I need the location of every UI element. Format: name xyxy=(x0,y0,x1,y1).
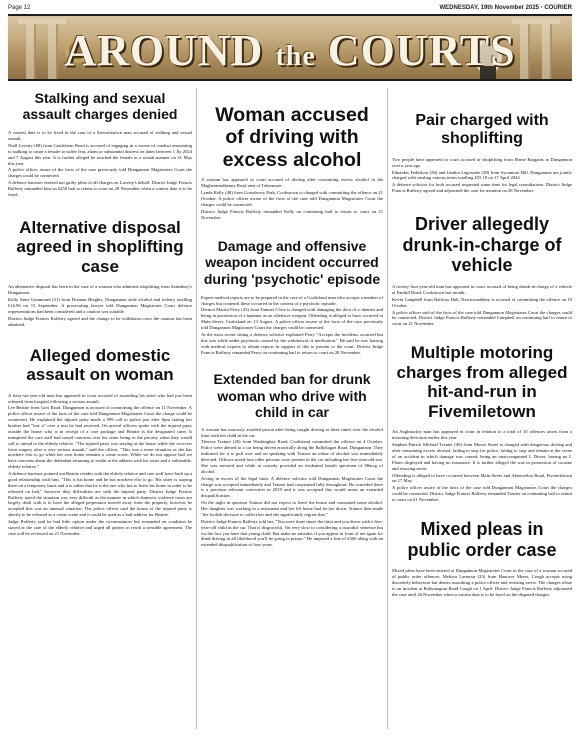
paragraph: Two people have appeared in court accused of shoplifting from Home Bargains in Dungannon over a year ago. xyxy=(392,156,572,168)
headline: Alleged domestic assault on woman xyxy=(26,345,174,385)
paragraph: A defence barrister pointed out Beattie resides with the elderly relative and care staff have built up a good relationship with him. "This is his home and he has nowhere else to go. His sister is staying there on a temporary basis and it is rather that he is the one who has to leave his home in order to be released on bail," however they difficulties are with the injured party. District Judge Francis Rafferty noted the situation was very difficult as the manner in which domestic violence cases are largely dealt with is to have the alleged perpetrator moved away from the property, however he accepted this was an unusual situation. The police officer said the house of the injured party is shortly to be released as a crime scene and it could be used as a bail address for Beattie. xyxy=(8,471,192,518)
paragraph: Mixed pleas have been entered at Dungannon Magistrates Court in the case of a woman accused of public order offences. Melissa Larmour (23) from Hanover Meres, Cough accepts using disorderly behaviour but denies assaulting a police officer and resisting arrest. The charges relate to an incident at Ballymagran Road Cough on 1 April. District Judge Francis Rafferty adjourned the case until 26 November when a contest date is to be fixed on the disputed charges. xyxy=(392,568,572,597)
paragraph: Niall Laverty (68) from Castlefarm Road is accused of engaging in a course of conduct amounting to stalking to cause a female to suffer fear, alarm or substantial distress on dates between 1 Jly 2024 and 7 August this year. It is further alleged he touched the female in a sexual manner on 31 May this year. xyxy=(8,142,192,166)
paragraph: Acting in excess of the legal limit. A defence solicitor told Dungannon Magistrates Court the charge was accepted immediately and Trainor had cooperated fully throughout. He conceded there is a previous relevant conviction in 2019 and it was accepted this would mean an extended disqualification. xyxy=(201,475,383,499)
paragraph: A forty-six-year-old man has appeared in court accused of assaulting his sister who had just been released from hospital following a serious assault. xyxy=(8,392,192,404)
paragraph: District Judge Francis Rafferty agreed and the change to be withdrawn once the caution has been admitted. xyxy=(8,315,192,327)
article-stalking xyxy=(8,88,192,198)
paragraph: Dermot Martin Perry (43) from Tamnet Close is charged with damaging the door of a chemist and being in possession of a hammer as an offensive weapon. Offending is alleged to have occurred at Main Street, Coalisland on 13 August. A police officer aware of the facts of the case previously told Dungannon Magistrates Court the charges could be connected. xyxy=(201,307,383,331)
headline: Driver allegedly drunk-in-charge of vehicle xyxy=(402,214,562,276)
column-divider xyxy=(387,88,388,729)
column-right xyxy=(392,88,572,731)
article-motoring xyxy=(392,333,572,503)
page-header-line xyxy=(8,2,572,14)
paragraph: A contest date is to be fixed in the case of a Stewartstown man accused of stalking and sexual assault. xyxy=(8,130,192,142)
headline: Pair charged with shoplifting xyxy=(415,112,549,148)
paragraph: Kevin Campbell from Railway Halt, Newtownabbey is accused of committing the offence on 19 October. xyxy=(392,296,572,308)
article-disposal xyxy=(8,204,192,328)
paragraph: District Judge Francis Rafferty remanded Kelly on continuing bail to return to court on 21 November. xyxy=(201,208,383,220)
headline: Stalking and sexual assault charges denied xyxy=(22,90,178,123)
paragraph: An alternative disposal has been in the case of a woman who admitted shoplifting from Sainsbury's Dungannon. xyxy=(8,284,192,296)
paragraph: Judge Rafferty said he had little option under the circumstances but remanded on condition he stayed at the care of the elderly relative and urged all parties to reach a sensible agreement. The case will be reviewed on 21 November. xyxy=(8,519,192,536)
banner-title-part2: the xyxy=(275,41,316,72)
article-pleas xyxy=(392,509,572,598)
paragraph: Lynda Kelly (48) from Gortalowry Park, Cookstown is charged with committing the offence on 21 October. A police officer aware of the facts of the case told Dungannon Magistrates Court the charges could be connected. xyxy=(201,190,383,207)
page-number: Page 12 xyxy=(8,5,31,11)
paragraph: Lee Beattie from Gort Road, Dungannon is accused of committing the offence on 11 November. A police officer aware of the facts of the case told Dungannon Magistrates Court the charge could be connected. He explained the injured party made a 999 call to police just after 6pm stating her brother had "lost it" over a text he had received. On arrival officers spoke with the injured party outside the house who is in receipt of a care package and Beattie is the designated carer. It transpired the care staff had raised concerns over his sister being in the priority when they would call to attend to the elderly relative. "The injured party was staying at the house while she recovers from surgery after a very serious assault," said the officer. "This was a tense situation as she has nowhere else to go while her own home remains a crime scene. While we do not oppose bail we have concerns about the defendant returning to reside at the address with his sister and a vulnerable, elderly relative." xyxy=(8,405,192,470)
paragraph: Expert medical reports are to be prepared in the case of a Coalisland man who accepts a number of charges but contends these occurred in the context of a psychotic episode. xyxy=(201,294,383,306)
section-banner xyxy=(8,14,572,81)
paragraph: A police officer aware of the facts of the case previously told Dungannon Magistrates Court the charges could be connected. xyxy=(8,167,192,179)
paragraph: Theresa Trainor (46) from Washingbay Road, Coalisland committed the offence on 4 October. Police were alerted to a car being driven erratically along the Ballyhagan Road, Dungannon. They indicated for it to pull over and on speaking with Trainor an odour of alcohol was immediately detected. Officers noted four other persons were present in the car including her five-year-old son. She was arrested and while in custody provided an evidential breath specimen of 98mcg of alcohol. xyxy=(201,439,383,474)
paragraph: A woman has appeared in court accused of driving after consuming excess alcohol in the Magheramulkenny Road area of Tobermore. xyxy=(201,177,383,189)
banner-title-part3: COURTS xyxy=(315,26,516,75)
headline: Woman accused of driving with excess alcohol xyxy=(215,104,369,171)
paragraph: Kelly Anne Gammond (31) from Donnan Heights, Dungannon stole alcohol and toiletry totalling £16.96 on 15 September. A prosecuting lawyer told Dungannon Magistrates Court defence representations had been considered and a caution was suitable. xyxy=(8,297,192,314)
paragraph: At the most recent sitting a defence solicitor explained Perry "Accepts the incidents occurred but this was while under psychosis caused by the withdrawal of medication." He said he was liaising with medical experts to obtain reports in support of this to present to the court. District Judge Francis Rafferty remanded Perry on continuing bail to return to court on 28 November. xyxy=(201,331,383,355)
paragraph: A woman has narrowly avoided prison after being caught driving at three times over the alcohol limit with her child in the car. xyxy=(201,426,383,438)
headline: Extended ban for drunk woman who drive with child in car xyxy=(213,371,371,420)
paragraph: A twenty-four-year-old man has appeared in court accused of being drunk-in-charge of a vehicle at Fairhill Road, Cookstown last month. xyxy=(392,284,572,295)
article-ban xyxy=(201,361,383,548)
article-weapon xyxy=(201,226,383,355)
paragraph: District Judge Francis Rafferty told her, "You were three times the limit and you drove with a five-year-old child in the car. That is disgraceful. I'm very slow to considering a custodial sentence but for the fact you have that young child. But make no mistake, if you appear in front of me again for drink driving in all likelihood you'll be going to prison." He imposed a fine of £300 along with an extended disqualification of four years. xyxy=(201,518,383,548)
headline: Damage and offensive weapon incident occurred during 'psychotic' episode xyxy=(203,238,381,287)
banner-title xyxy=(8,25,572,76)
headline: Mixed pleas in public order case xyxy=(407,518,557,560)
column-middle xyxy=(201,88,383,731)
paragraph: Stephen Patrick Michael Trenier (40) from Moore Street is charged with dangerous driving and after consuming excess alcohol, failing to stop for police, failing to stop and remain at the scene of an accident in which damage was caused, being an unaccompanied L Driver, having no L Plates displayed and having no insurance. It is further alleged the was in possession of cocaine and resisting arrest. xyxy=(392,442,572,471)
issue-date: WEDNESDAY, 19th November 2025 - COURIER xyxy=(439,5,572,11)
paragraph: Offending is alleged to have occurred between Main Street and Ahenorebia Road, Fivemiletown on 17 May. xyxy=(392,472,572,484)
paragraph: An Aughnacloy man has appeared in court in relation to a total of 10 offences arises from a motoring detection earlier this year. xyxy=(392,429,572,441)
column-left xyxy=(8,88,192,731)
paragraph: A defence barrister entered not guilty pleas to all charges on Laverty's behalf. District Judge Francis Rafferty remanded him on £250 bail to return to court on 28 November when a contest date is to be fixed. xyxy=(8,180,192,197)
paragraph: A defence solicitor for both accused requested some time for legal consultations. District Judge Francis Rafferty agreed and adjourned the case for mention on 28 November. xyxy=(392,182,572,194)
article-domestic xyxy=(8,334,192,537)
headline: Alternative disposal agreed in shoplifting case xyxy=(16,217,184,276)
paragraph: Eduardas Fedklivas (56) and Jandira Legostene (50) from Sycamore Hill, Dungannon are jointly charged with stealing various items totalling £55.19 on 17 April 2024. xyxy=(392,169,572,181)
banner-title-part1: AROUND xyxy=(64,26,276,75)
headline: Multiple motoring charges from alleged hit-and-run in Fivemiletown xyxy=(396,343,568,421)
article-pair xyxy=(392,88,572,194)
paragraph: A police officer aware of the facts of the case told Dungannon Magistrates Court the charges could be connected. District Judge Francis Rafferty remanded Trenier on continuing bail to return to court on 21 November. xyxy=(392,485,572,503)
paragraph: On the night in question Trainor did not expect to leave the house and consumed some alcohol. Her daughter was working in a restaurant and her lift home had let her down. Trainor then made "the foolish decision to collect her and she significantly regrets that." xyxy=(201,500,383,517)
column-divider xyxy=(196,88,197,729)
paragraph: A police officer said of the facts of the case told Dungannon Magistrates Court the charges could be connected. District Judge Francis Rafferty remanded Campbell on continuing bail to return to court on 21 November. xyxy=(392,309,572,327)
article-drunk-charge xyxy=(392,200,572,327)
article-drink-driving xyxy=(201,88,383,220)
